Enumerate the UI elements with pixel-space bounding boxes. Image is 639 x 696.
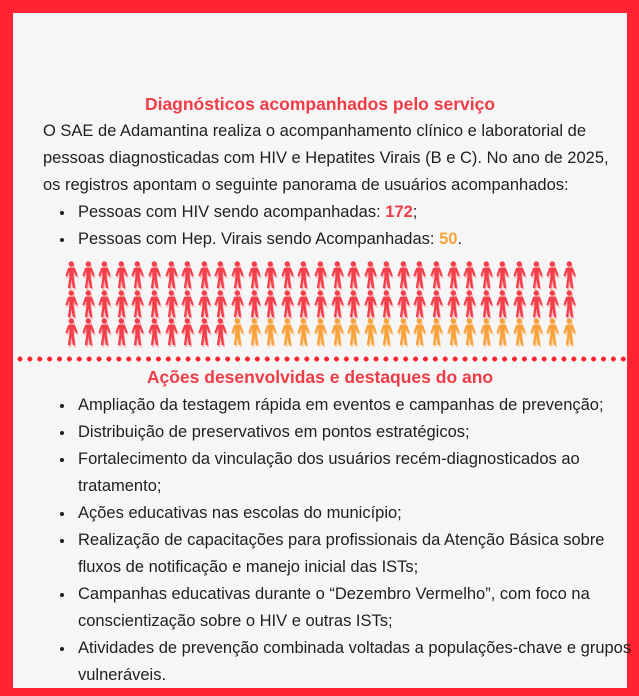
person-icon [262, 261, 279, 289]
person-icon [345, 261, 362, 289]
person-icon [362, 290, 379, 318]
person-icon [544, 261, 561, 289]
person-icon [544, 290, 561, 318]
person-icon [146, 290, 163, 318]
person-icon [528, 318, 545, 346]
person-icon [146, 318, 163, 346]
person-icon [63, 290, 80, 318]
person-icon [113, 318, 130, 346]
person-icon [295, 318, 312, 346]
person-icon [494, 318, 511, 346]
person-icon [312, 261, 329, 289]
person-icon [329, 261, 346, 289]
person-icon [80, 290, 97, 318]
person-icon [362, 261, 379, 289]
person-icon [461, 318, 478, 346]
person-icon [196, 318, 213, 346]
person-icon [63, 261, 80, 289]
person-icon [279, 318, 296, 346]
person-icon [212, 290, 229, 318]
person-icon [262, 318, 279, 346]
person-icon [378, 261, 395, 289]
person-icon [146, 261, 163, 289]
person-icon [494, 261, 511, 289]
person-icon [428, 261, 445, 289]
diagnosticos-intro-text: O SAE de Adamantina realiza o acompanhamento clínico e laboratorial de pessoas diagnosticadas com HIV e Hepatites Virais (B e C). No ano de 2025, os registros apontam o seguinte panorama de usuários acompanhados: [43, 122, 609, 194]
person-icon [378, 318, 395, 346]
person-icon [478, 290, 495, 318]
person-icon [212, 318, 229, 346]
person-icon [411, 318, 428, 346]
person-icon [411, 261, 428, 289]
action-item: • Realização de capacitações para profissionais da Atenção Básica sobre fluxos de notificação e manejo inicial das ISTs; [75, 527, 635, 581]
person-icon [129, 290, 146, 318]
person-icon [494, 290, 511, 318]
acoes-section-title: Ações desenvolvidas e destaques do ano [146, 366, 494, 387]
person-icon [163, 318, 180, 346]
person-icon [96, 290, 113, 318]
person-icon [428, 318, 445, 346]
person-icon [445, 261, 462, 289]
person-icon [246, 290, 263, 318]
person-icon [528, 261, 545, 289]
person-icon [561, 261, 578, 289]
person-icon [478, 261, 495, 289]
action-item: • Ações educativas nas escolas do município; [75, 500, 635, 527]
action-item: • Distribuição de preservativos em pontos estratégicos; [75, 419, 635, 446]
person-icon [63, 318, 80, 346]
person-icon [544, 318, 561, 346]
person-icon [329, 318, 346, 346]
person-icon [113, 290, 130, 318]
person-icon [212, 261, 229, 289]
action-item: • Atividades de prevenção combinada voltadas a populações-chave e grupos vulneráveis. [75, 635, 635, 689]
person-icon [129, 261, 146, 289]
hiv-stats-list [30, 199, 610, 253]
action-item: • Ampliação da testagem rápida em eventos e campanhas de prevenção; [75, 392, 635, 419]
person-icon [295, 261, 312, 289]
person-icon [96, 261, 113, 289]
person-icon [295, 290, 312, 318]
person-icon [196, 290, 213, 318]
person-icon [312, 318, 329, 346]
person-icon [461, 290, 478, 318]
person-icon [329, 290, 346, 318]
stat-value: 50 [439, 230, 458, 248]
diagnosticos-section-title: Diagnósticos acompanhados pelo serviço [144, 94, 496, 114]
person-icon [378, 290, 395, 318]
stat-value: 172 [385, 203, 413, 221]
person-icon [395, 318, 412, 346]
person-icon [345, 290, 362, 318]
person-icon [113, 261, 130, 289]
person-icon [511, 318, 528, 346]
pictogram-row [63, 290, 579, 319]
dotted-divider [13, 356, 627, 362]
pictogram-row [63, 318, 579, 347]
person-icon [312, 290, 329, 318]
person-icon [279, 261, 296, 289]
person-icon [395, 290, 412, 318]
person-icon [163, 290, 180, 318]
person-icon [96, 318, 113, 346]
person-icon [229, 290, 246, 318]
person-icon [229, 261, 246, 289]
person-icon [445, 318, 462, 346]
person-icon [196, 261, 213, 289]
person-icon [478, 318, 495, 346]
stat-label: Pessoas com Hep. Virais sendo Acompanhadas: [78, 230, 440, 248]
action-item: • Campanhas educativas durante o “Dezembro Vermelho”, com foco na conscientização sobre o HIV e outras ISTs; [75, 581, 635, 635]
person-icon [262, 290, 279, 318]
person-icon [561, 318, 578, 346]
person-icon [362, 318, 379, 346]
person-icon [511, 261, 528, 289]
actions-list [30, 392, 635, 689]
stat-item: • Pessoas com Hep. Virais sendo Acompanhadas: 50. [75, 226, 610, 253]
person-icon [229, 318, 246, 346]
person-icon [345, 318, 362, 346]
pictogram-row [63, 261, 579, 290]
person-icon [528, 290, 545, 318]
stat-label: Pessoas com HIV sendo acompanhadas: [78, 203, 386, 221]
person-icon [279, 290, 296, 318]
content-area [13, 13, 632, 688]
person-icon [246, 261, 263, 289]
person-icon [179, 290, 196, 318]
person-icon [246, 318, 263, 346]
stat-item: • Pessoas com HIV sendo acompanhadas: 172; [75, 199, 610, 226]
person-icon [561, 290, 578, 318]
action-item: • Fortalecimento da vinculação dos usuários recém-diagnosticados ao tratamento; [75, 446, 635, 500]
person-icon [80, 318, 97, 346]
person-icon [428, 290, 445, 318]
person-icon [179, 318, 196, 346]
person-icon [179, 261, 196, 289]
person-icon [411, 290, 428, 318]
person-icon [511, 290, 528, 318]
person-icon [461, 261, 478, 289]
person-icon [80, 261, 97, 289]
person-icon [395, 261, 412, 289]
person-icon [163, 261, 180, 289]
person-icon [445, 290, 462, 318]
person-icon [129, 318, 146, 346]
people-pictogram-chart [63, 261, 579, 347]
